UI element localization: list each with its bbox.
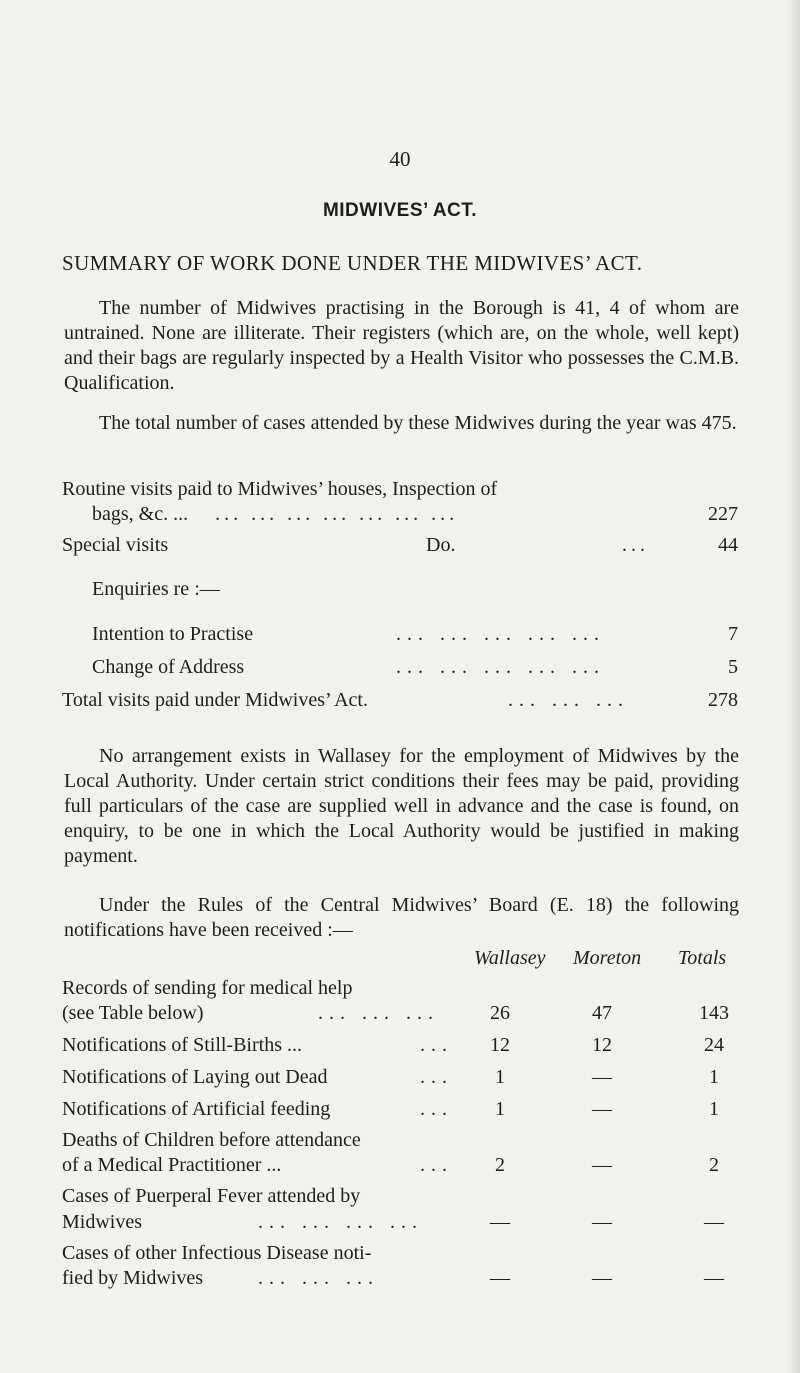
table-cell-totals: —: [704, 1211, 724, 1233]
table-cell-moreton: 47: [592, 1002, 612, 1024]
table-cell-totals: 143: [699, 1002, 729, 1024]
change-value: 5: [728, 656, 738, 678]
intention-to-practise-label: Intention to Practise: [92, 623, 254, 645]
special-visits-label: Special visits: [62, 534, 169, 556]
special-visits-ditto: Do.: [426, 534, 456, 556]
table-row-dots: ...: [420, 1154, 453, 1176]
total-visits-dots: ... ... ...: [508, 689, 629, 711]
intention-dots: ... ... ... ... ...: [396, 623, 605, 645]
enquiries-label: Enquiries re :—: [92, 578, 220, 600]
table-row-dots: ... ... ... ...: [258, 1211, 423, 1233]
routine-visits-dots: ... ... ... ... ... ... ...: [215, 503, 459, 525]
special-visits-value: 44: [718, 534, 738, 556]
table-cell-wallasey: —: [490, 1211, 510, 1233]
change-dots: ... ... ... ... ...: [396, 656, 605, 678]
table-row-label-line2: fied by Midwives: [62, 1267, 204, 1289]
arrangement-paragraph: No arrangement exists in Wallasey for the employment of Midwives by the Local Authority. Under certain strict conditions their fees may be paid, providing full particulars of the case are supplied well in advance and the case is found, on enquiry, to be one in which the Local Authority would be justified in making payment.: [64, 745, 739, 867]
table-row-label-line1: Cases of Puerperal Fever attended by: [62, 1185, 361, 1207]
table-cell-totals: 24: [704, 1034, 724, 1056]
change-of-address-label: Change of Address: [92, 656, 245, 678]
cases-attended-paragraph: The total number of cases attended by these Midwives during the year was 475.: [99, 412, 737, 434]
table-cell-wallasey: 26: [490, 1002, 510, 1024]
total-visits-label: Total visits paid under Midwives’ Act.: [62, 689, 368, 711]
table-row-label-line1: Cases of other Infectious Disease noti-: [62, 1242, 372, 1264]
total-visits-value: 278: [708, 689, 738, 711]
table-cell-moreton: —: [592, 1066, 612, 1088]
table-cell-moreton: —: [592, 1267, 612, 1289]
table-row-label-line1: Notifications of Artificial feeding: [62, 1098, 331, 1120]
table-cell-wallasey: 1: [495, 1098, 505, 1120]
table-cell-moreton: —: [592, 1211, 612, 1233]
special-visits-dots: ...: [622, 534, 649, 556]
notifications-intro-paragraph: Under the Rules of the Central Midwives’ Board (E. 18) the following notifications have been received :—: [64, 894, 739, 941]
column-header-moreton: Moreton: [573, 947, 642, 969]
table-cell-moreton: 12: [592, 1034, 612, 1056]
summary-subheading: SUMMARY OF WORK DONE UNDER THE MIDWIVES’ ACT.: [62, 251, 643, 275]
table-row-dots: ...: [420, 1034, 453, 1056]
table-cell-wallasey: 2: [495, 1154, 505, 1176]
table-row-dots: ...: [420, 1098, 453, 1120]
table-row-label-line2: Midwives: [62, 1211, 142, 1233]
table-row-dots: ... ... ...: [318, 1002, 439, 1024]
table-cell-totals: —: [704, 1267, 724, 1289]
table-cell-moreton: —: [592, 1098, 612, 1120]
table-cell-moreton: —: [592, 1154, 612, 1176]
page-number: 40: [389, 147, 411, 171]
table-cell-wallasey: 12: [490, 1034, 510, 1056]
routine-visits-line2: [92, 502, 458, 527]
routine-visits-line1: Routine visits paid to Midwives’ houses, Inspection of: [62, 478, 498, 500]
table-cell-totals: 1: [709, 1098, 719, 1120]
intention-value: 7: [728, 623, 738, 645]
column-header-wallasey: Wallasey: [474, 947, 546, 969]
table-cell-wallasey: —: [490, 1267, 510, 1289]
table-row-label-line1: Records of sending for medical help: [62, 977, 353, 999]
page-heading: MIDWIVES’ ACT.: [322, 200, 478, 221]
midwives-count-paragraph: The number of Midwives practising in the Borough is 41, 4 of whom are untrained. None are illiterate. Their registers (which are, on the whole, well kept) and their bags are regularly inspected by a Health Visitor who possesses the C.M.B. Qualification.: [64, 297, 739, 394]
table-cell-wallasey: 1: [495, 1066, 505, 1088]
table-row-label-line2: (see Table below): [62, 1002, 204, 1024]
table-cell-totals: 2: [709, 1154, 719, 1176]
table-row-label-line2: of a Medical Practitioner ...: [62, 1154, 282, 1176]
table-row-label-line1: Notifications of Still-Births ...: [62, 1034, 302, 1056]
routine-visits-label: bags, &c. ...: [92, 503, 189, 525]
routine-visits-value: 227: [708, 503, 738, 525]
column-header-totals: Totals: [678, 947, 727, 969]
table-row-label-line1: Deaths of Children before attendance: [62, 1129, 361, 1151]
table-row-dots: ...: [420, 1066, 453, 1088]
table-row-dots: ... ... ...: [258, 1267, 379, 1289]
table-cell-totals: 1: [709, 1066, 719, 1088]
table-row-label-line1: Notifications of Laying out Dead: [62, 1066, 328, 1088]
